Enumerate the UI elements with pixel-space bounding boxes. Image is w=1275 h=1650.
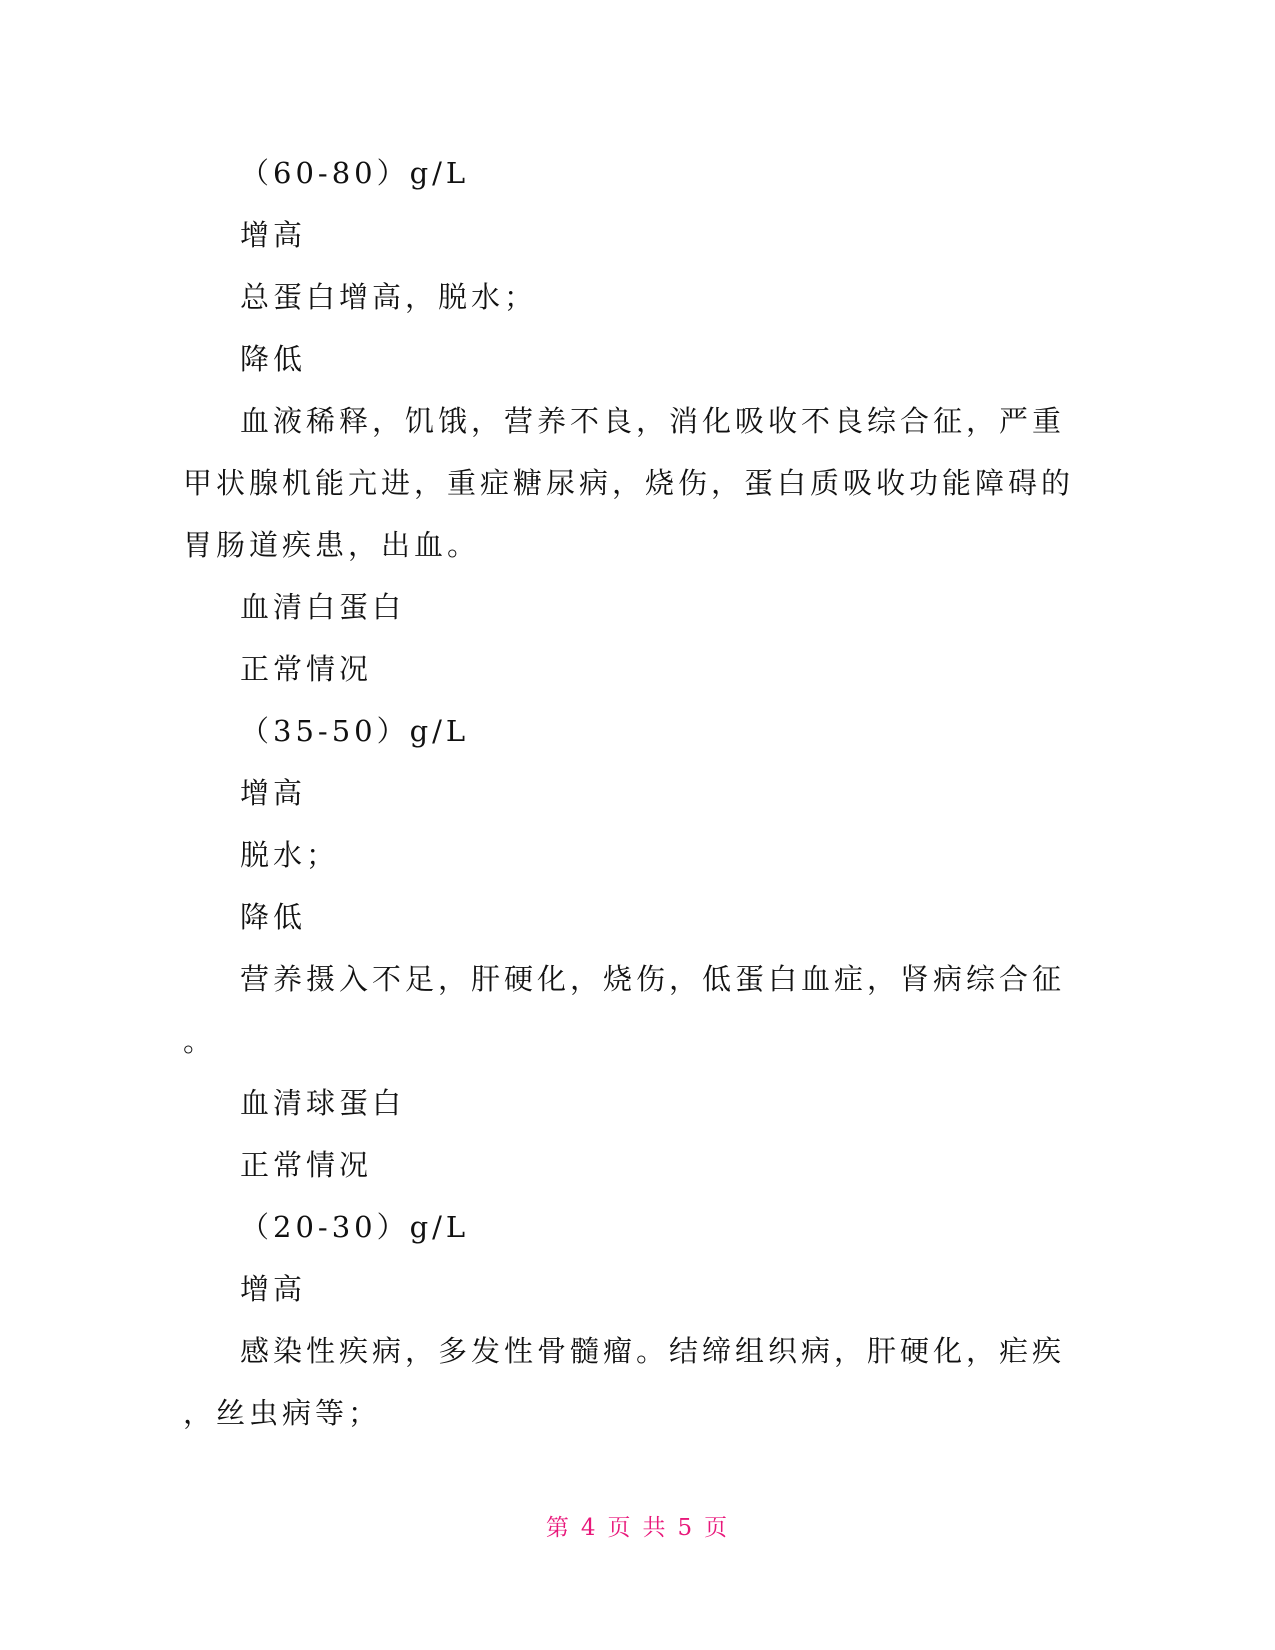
text-line: 增高 [240,218,307,252]
text-line: 降低 [240,342,307,376]
text-line: 血液稀释，饥饿，营养不良，消化吸收不良综合征，严重 [240,404,1066,438]
text-line: 增高 [240,776,307,810]
text-line: 正常情况 [240,1148,373,1182]
page-footer [0,1513,1275,1543]
footer-ye2: 页 [704,1515,730,1541]
footer-di: 第 [545,1515,571,1541]
text-line: 正常情况 [240,652,373,686]
text-line: 脱水； [240,838,340,872]
text-line: 。 [183,1024,217,1058]
text-line: 甲状腺机能亢进，重症糖尿病，烧伤，蛋白质吸收功能障碍的 [183,466,1075,500]
footer-total-pages: 5 [677,1515,695,1541]
text-line: 总蛋白增高，脱水； [240,280,538,314]
text-line: （35-50）g/L [240,714,470,748]
footer-ye: 页 [607,1515,633,1541]
text-line: ，丝虫病等； [183,1396,382,1430]
text-line: 营养摄入不足，肝硬化，烧伤，低蛋白血症，肾病综合征 [240,962,1066,996]
text-line: 血清球蛋白 [240,1086,406,1120]
footer-gong: 共 [642,1515,668,1541]
text-line: 增高 [240,1272,307,1306]
text-line: 感染性疾病，多发性骨髓瘤。结缔组织病，肝硬化，疟疾 [240,1334,1066,1368]
text-line: 血清白蛋白 [240,590,406,624]
document-body [183,142,1075,1444]
text-line: 降低 [240,900,307,934]
text-line: （60-80）g/L [240,156,470,190]
footer-page-number: 4 [580,1515,598,1541]
text-line: （20-30）g/L [240,1210,470,1244]
text-line: 胃肠道疾患，出血。 [183,528,481,562]
